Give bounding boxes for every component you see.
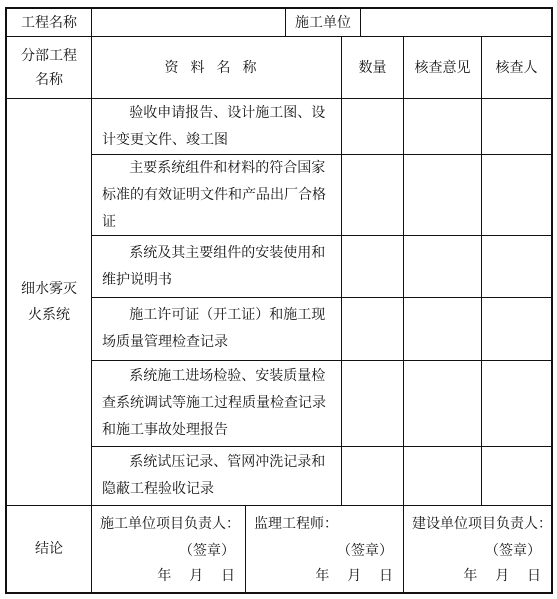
opinion-cell[interactable] bbox=[404, 298, 481, 360]
signer-block-supervisor[interactable] bbox=[246, 506, 403, 592]
contractor-label: 施工单位 bbox=[295, 14, 351, 31]
signer-date: 年 月 日 bbox=[463, 568, 541, 584]
project-name-label: 工程名称 bbox=[21, 14, 77, 31]
conclusion-label: 结论 bbox=[35, 541, 63, 557]
signer-seal: （签章） bbox=[179, 543, 235, 559]
checker-cell[interactable] bbox=[482, 361, 551, 446]
doc-item-text: 施工许可证（开工证）和施工现场质量管理检查记录 bbox=[102, 307, 326, 350]
signer-block-contractor[interactable] bbox=[92, 506, 245, 592]
col-header-checker: 核查人 bbox=[495, 59, 538, 76]
doc-item-5 bbox=[92, 361, 341, 446]
quantity-cell[interactable] bbox=[342, 155, 403, 235]
signer-role: 监理工程师： bbox=[254, 516, 338, 532]
contractor-field[interactable] bbox=[361, 9, 551, 36]
col-header-quantity: 数量 bbox=[358, 59, 387, 76]
doc-item-text: 系统施工进场检验、安装质量检查系统调试等施工过程质量检查记录和施工事故处理报告 bbox=[102, 368, 326, 438]
quantity-cell[interactable] bbox=[342, 99, 403, 154]
opinion-cell[interactable] bbox=[404, 361, 481, 446]
subproject-name: 细水雾灭火系统 bbox=[21, 281, 77, 323]
doc-item-text: 主要系统组件和材料的符合国家标准的有效证明文件和产品出厂合格证 bbox=[102, 159, 326, 230]
quantity-cell[interactable] bbox=[342, 236, 403, 297]
signer-seal: （签章） bbox=[485, 543, 541, 559]
col-header-subproject: 分部工程名称 bbox=[21, 47, 77, 88]
opinion-cell[interactable] bbox=[404, 155, 481, 235]
doc-item-4 bbox=[92, 298, 341, 360]
opinion-cell[interactable] bbox=[404, 447, 481, 505]
col-header-doc-name: 资料名称 bbox=[164, 59, 269, 76]
signer-role: 建设单位项目负责人： bbox=[412, 516, 552, 532]
doc-item-text: 验收申请报告、设计施工图、设计变更文件、竣工图 bbox=[102, 104, 326, 148]
signer-date: 年 月 日 bbox=[315, 568, 393, 584]
project-name-field[interactable] bbox=[92, 9, 285, 36]
checker-cell[interactable] bbox=[482, 447, 551, 505]
signer-role: 施工单位项目负责人： bbox=[100, 516, 240, 532]
col-header-opinion: 核查意见 bbox=[414, 59, 471, 76]
signer-block-owner[interactable] bbox=[404, 506, 551, 592]
checker-cell[interactable] bbox=[482, 298, 551, 360]
quantity-cell[interactable] bbox=[342, 298, 403, 360]
checker-cell[interactable] bbox=[482, 236, 551, 297]
doc-item-6 bbox=[92, 447, 341, 505]
doc-item-text: 系统试压记录、管网冲洗记录和隐蔽工程验收记录 bbox=[102, 454, 326, 497]
signer-date: 年 月 日 bbox=[157, 568, 235, 584]
quantity-cell[interactable] bbox=[342, 361, 403, 446]
doc-item-text: 系统及其主要组件的安装使用和维护说明书 bbox=[102, 244, 326, 288]
doc-item-2 bbox=[92, 155, 341, 235]
quantity-cell[interactable] bbox=[342, 447, 403, 505]
checker-cell[interactable] bbox=[482, 155, 551, 235]
signer-seal: （签章） bbox=[337, 543, 393, 559]
checker-cell[interactable] bbox=[482, 99, 551, 154]
acceptance-record-table bbox=[5, 7, 553, 594]
opinion-cell[interactable] bbox=[404, 99, 481, 154]
doc-item-1 bbox=[92, 99, 341, 154]
doc-item-3 bbox=[92, 236, 341, 297]
opinion-cell[interactable] bbox=[404, 236, 481, 297]
